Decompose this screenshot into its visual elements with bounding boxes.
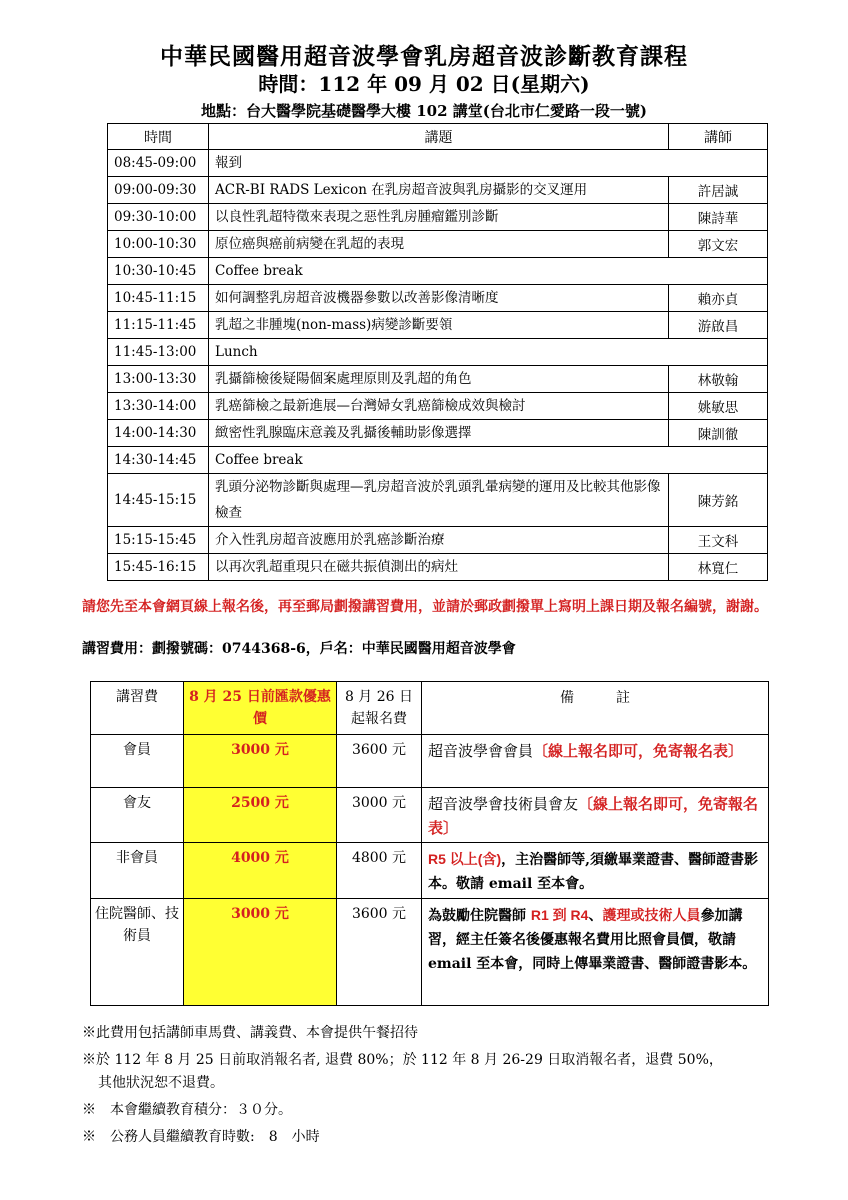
page-title: 中華民國醫用超音波學會乳房超音波診斷教育課程 [160,43,688,70]
session-topic: Lunch [209,339,768,366]
fee-late-price: 4800 元 [337,843,422,899]
session-topic: Coffee break [209,447,768,474]
session-time: 10:30-10:45 [108,258,209,285]
table-row [108,231,768,258]
footnote-education-credits: ※ 本會繼續教育積分：３０分。 [82,1102,292,1118]
table-row [108,204,768,231]
fee-note [422,735,769,788]
header-speaker: 講師 [669,124,768,150]
table-row [108,366,768,393]
table-row [108,474,768,527]
fee-early-price: 4000 元 [184,843,337,899]
session-time: 10:45-11:15 [108,285,209,312]
fee-note-highlight: 〔線上報名即可，免寄報名表〕 [428,795,759,837]
table-row [108,527,768,554]
fee-note [422,843,769,899]
session-speaker: 姚敏思 [669,393,768,420]
fee-header-category: 講習費 [91,682,184,735]
session-speaker: 林敬翰 [669,366,768,393]
table-row [108,393,768,420]
footnotes [82,1022,782,1149]
fee-note-text: 超音波學會會員 [428,742,534,760]
fee-table [90,681,769,1006]
fee-early-price: 2500 元 [184,788,337,843]
header-time: 時間 [108,124,209,150]
session-time: 13:00-13:30 [108,366,209,393]
session-topic: 如何調整乳房超音波機器參數以改善影像清晰度 [209,285,669,312]
fee-note-text: 、 [588,908,603,924]
session-topic: 乳超之非腫塊(non-mass)病變診斷要領 [209,312,669,339]
fee-header-early: 8 月 25 日前匯款優惠價 [184,682,337,735]
session-time: 14:45-15:15 [108,474,209,527]
footnote-civil-service-hours: ※ 公務人員繼續教育時數: 8 小時 [82,1129,320,1145]
session-topic: 緻密性乳腺臨床意義及乳攝後輔助影像選擇 [209,420,669,447]
table-row [91,843,769,899]
fee-category: 住院醫師、技術員 [91,899,184,1006]
fee-note-highlight: 〔線上報名即可，免寄報名表〕 [533,742,744,760]
session-time: 13:30-14:00 [108,393,209,420]
schedule-table [107,123,768,581]
table-row [108,447,768,474]
table-row [108,339,768,366]
table-row [108,312,768,339]
session-speaker: 許居誠 [669,177,768,204]
table-row [108,420,768,447]
session-time: 15:45-16:15 [108,554,209,581]
footnote-refund-policy: ※於 112 年 8 月 25 日前取消報名者, 退費 80%；於 112 年 8 月 26-29 日取消報名者，退費 50%， [82,1052,723,1068]
session-time: 15:15-15:45 [108,527,209,554]
fee-early-price: 3000 元 [184,735,337,788]
session-time: 14:00-14:30 [108,420,209,447]
table-row [91,899,769,1006]
fee-note-highlight: R5 以上(含) [428,851,502,867]
table-row [108,177,768,204]
fee-category: 會友 [91,788,184,843]
session-speaker: 林寬仁 [669,554,768,581]
session-topic: 乳攝篩檢後疑陽個案處理原則及乳超的角色 [209,366,669,393]
fee-note-text: 超音波學會技術員會友 [428,795,579,813]
session-time: 08:45-09:00 [108,150,209,177]
table-row [108,150,768,177]
fee-note [422,899,769,1006]
session-topic: ACR-BI RADS Lexicon 在乳房超音波與乳房攝影的交叉運用 [209,177,669,204]
fee-note [422,788,769,843]
fee-late-price: 3600 元 [337,735,422,788]
course-date: 時間：112 年 09 月 02 日(星期六) [258,72,590,96]
session-topic: 報到 [209,150,768,177]
fee-header-note: 備 註 [422,682,769,735]
session-speaker: 陳訓徹 [669,420,768,447]
footnote-fee-includes: ※此費用包括講師車馬費、講義費、本會提供午餐招待 [82,1025,418,1041]
session-speaker: 陳芳銘 [669,474,768,527]
session-time: 14:30-14:45 [108,447,209,474]
session-topic: 以再次乳超重現只在磁共振偵測出的病灶 [209,554,669,581]
fee-note-text: 參加講習，經主任簽名後優惠報名費用比照會員價，敬請 email 至本會，同時上傳畢業證書、醫師證書影本。 [428,908,757,972]
fee-header-late: 8 月 26 日起報名費 [337,682,422,735]
footnote-refund-policy-cont: 其他狀況恕不退費。 [98,1075,224,1091]
fee-note-text: 為鼓勵住院醫師 [428,908,531,924]
header-topic: 講題 [209,124,669,150]
table-row [108,285,768,312]
table-row [91,735,769,788]
session-time: 11:45-13:00 [108,339,209,366]
table-row [108,258,768,285]
table-row [91,788,769,843]
schedule-header-row [108,124,768,150]
fee-note-text: ，主治醫師等,須繳畢業證書、醫師證書影本。敬請 email 至本會。 [428,852,758,892]
session-speaker: 游啟昌 [669,312,768,339]
session-topic: 以良性乳超特徵來表現之惡性乳房腫瘤鑑別診斷 [209,204,669,231]
registration-notice: 請您先至本會網頁線上報名後，再至郵局劃撥講習費用，並請於郵政劃撥單上寫明上課日期及報名編號，謝謝。 [82,599,768,615]
session-speaker: 郭文宏 [669,231,768,258]
session-speaker: 王文科 [669,527,768,554]
course-location: 地點：台大醫學院基礎醫學大樓 102 講堂(台北市仁愛路一段一號) [201,102,647,120]
session-topic: 原位癌與癌前病變在乳超的表現 [209,231,669,258]
session-time: 11:15-11:45 [108,312,209,339]
session-time: 09:30-10:00 [108,204,209,231]
session-topic: 乳癌篩檢之最新進展—台灣婦女乳癌篩檢成效與檢討 [209,393,669,420]
fee-category: 會員 [91,735,184,788]
session-topic: Coffee break [209,258,768,285]
session-speaker: 賴亦貞 [669,285,768,312]
fee-category: 非會員 [91,843,184,899]
fee-late-price: 3000 元 [337,788,422,843]
fee-note-highlight: 護理或技術人員 [602,908,701,924]
fee-note-highlight: R1 到 R4 [530,907,589,923]
session-topic: 介入性乳房超音波應用於乳癌診斷治療 [209,527,669,554]
session-time: 10:00-10:30 [108,231,209,258]
table-row [108,554,768,581]
fee-late-price: 3600 元 [337,899,422,1006]
fee-account-info: 講習費用：劃撥號碼：0744368-6，戶名：中華民國醫用超音波學會 [82,641,516,657]
session-topic: 乳頭分泌物診斷與處理—乳房超音波於乳頭乳暈病變的運用及比較其他影像檢查 [209,474,669,527]
session-speaker: 陳詩華 [669,204,768,231]
session-time: 09:00-09:30 [108,177,209,204]
fee-early-price: 3000 元 [184,899,337,1006]
fee-header-row [91,682,769,735]
